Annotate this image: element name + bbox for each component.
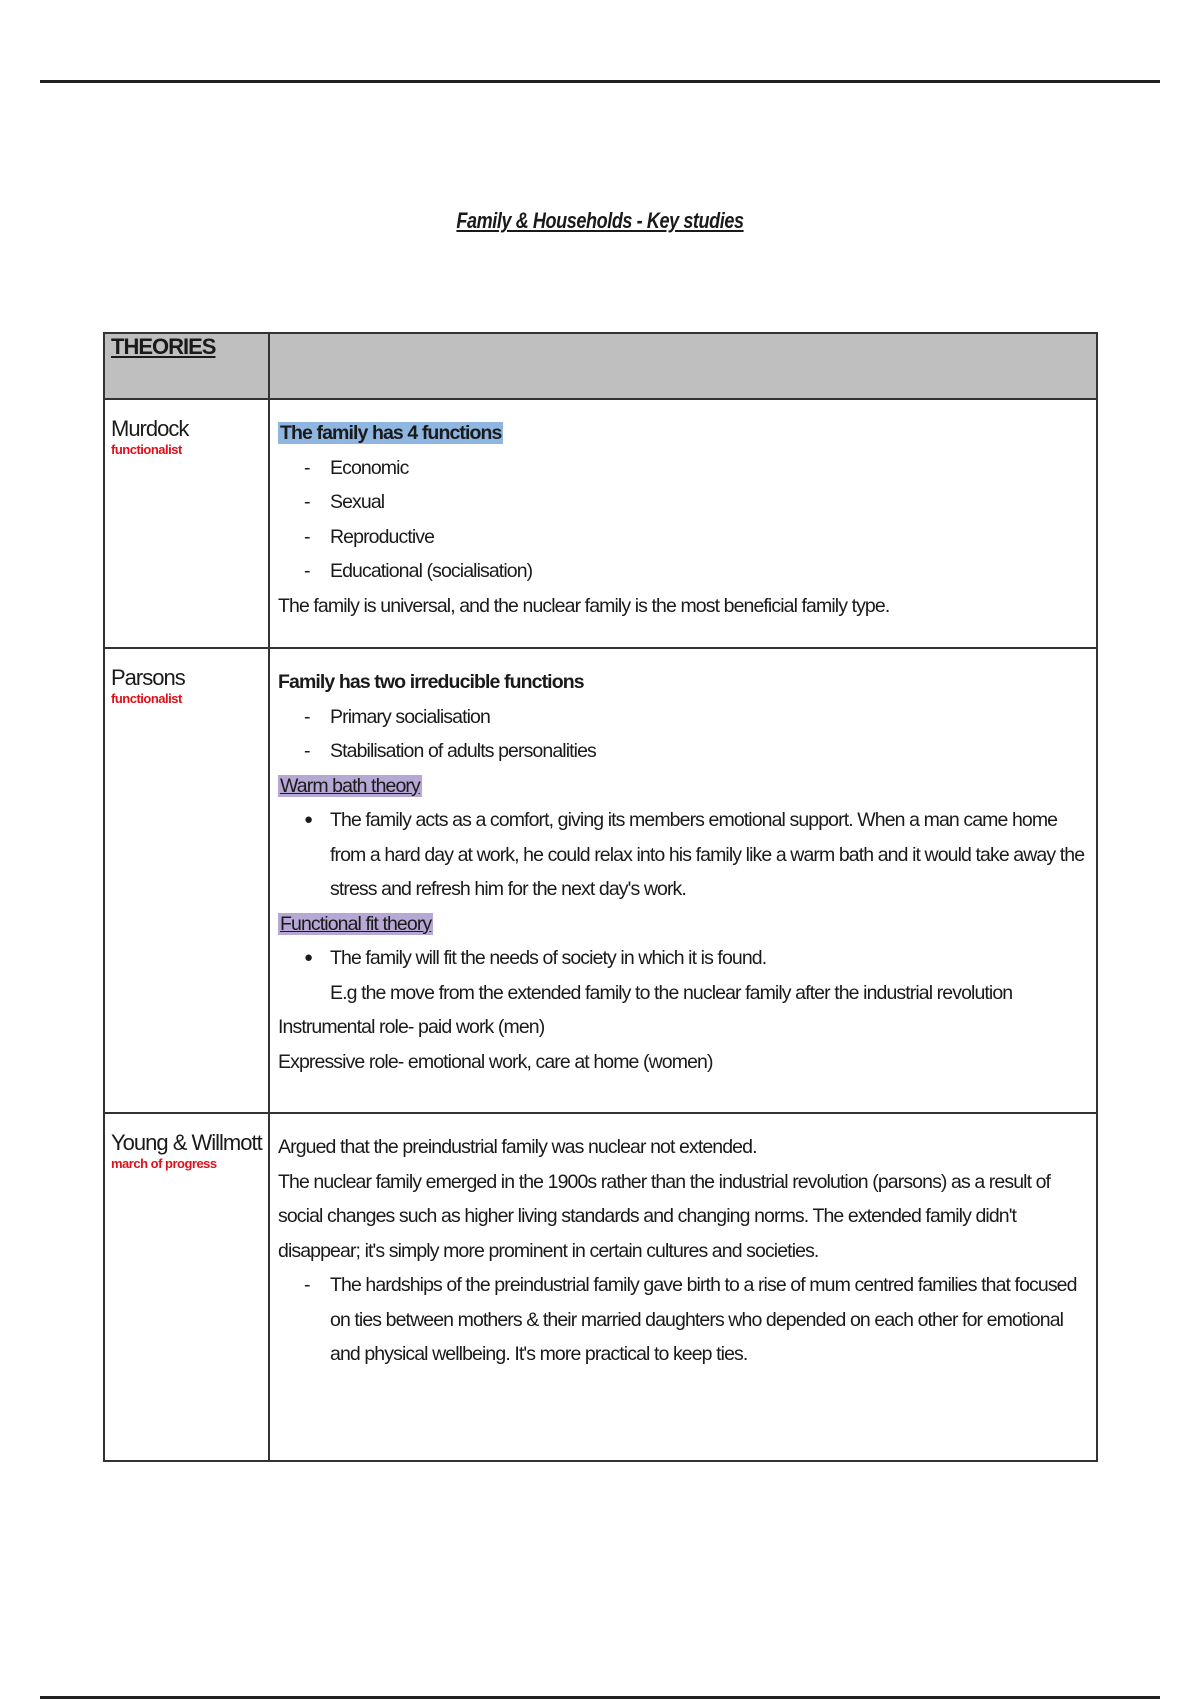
functional-fit-label: Functional fit theory — [280, 912, 432, 935]
bullet-list — [278, 1268, 1090, 1372]
table-row-young-willmott — [104, 1113, 1097, 1461]
functions-list — [278, 451, 1090, 589]
theories-header: THEORIES — [111, 334, 216, 359]
functions-list — [278, 700, 1090, 769]
theorist-cell — [104, 648, 269, 1113]
list-item: ● The family will fit the needs of society in which it is found. — [330, 941, 1090, 976]
table-row-murdock — [104, 399, 1097, 648]
header-cell-empty — [269, 333, 1097, 399]
warm-bath-label: Warm bath theory — [280, 774, 420, 797]
functions-heading: The family has 4 functions — [280, 422, 502, 444]
warm-bath-list — [278, 803, 1090, 907]
instrumental-role: Instrumental role- paid work (men) — [278, 1016, 545, 1038]
theorist-cell — [104, 1113, 269, 1461]
table-header-row — [104, 333, 1097, 399]
table-row-parsons — [104, 648, 1097, 1113]
document-title: Family & Households - Key studies — [456, 208, 744, 233]
list-item: ● The family acts as a comfort, giving its members emotional support. When a man came home from a hard day at work, he could relax into his family like a warm bath and it would take away the stress and refresh him for the next day's work. — [330, 803, 1090, 907]
list-item: - Reproductive — [330, 520, 1090, 555]
list-item: - Economic — [330, 451, 1090, 486]
header-cell-theories — [104, 333, 269, 399]
list-item: - Educational (socialisation) — [330, 554, 1090, 589]
expressive-role: Expressive role- emotional work, care at home (women) — [278, 1050, 713, 1073]
theorist-name: Young & Willmott — [111, 1130, 262, 1155]
theorist-tag: functionalist — [111, 442, 182, 457]
theorist-tag: functionalist — [111, 691, 182, 706]
summary-text: The family is universal, and the nuclear family is the most beneficial family type. — [278, 594, 890, 617]
theorist-name: Parsons — [111, 665, 185, 690]
content-cell — [269, 399, 1097, 648]
paragraph: Argued that the preindustrial family was nuclear not extended. — [278, 1136, 757, 1158]
theorist-cell — [104, 399, 269, 648]
list-item: - Sexual — [330, 485, 1090, 520]
list-item: - Stabilisation of adults personalities — [330, 734, 1090, 769]
functional-fit-example: E.g the move from the extended family to the nuclear family after the industrial revolution — [330, 981, 1013, 1004]
functional-fit-list — [278, 941, 1090, 976]
list-item: - The hardships of the preindustrial family gave birth to a rise of mum centred families that focused on ties between mothers & their married daughters who depended on each other for emotional and physical wellbeing. It's more practical to keep ties. — [330, 1268, 1090, 1372]
bottom-rule — [40, 1696, 1160, 1699]
content-cell — [269, 648, 1097, 1113]
key-studies-table — [103, 332, 1098, 1462]
list-item: - Primary socialisation — [330, 700, 1090, 735]
content-cell — [269, 1113, 1097, 1461]
theorist-name: Murdock — [111, 416, 189, 441]
paragraph: The nuclear family emerged in the 1900s rather than the industrial revolution (parsons) as a result of social changes such as higher living standards and changing norms. The extended family didn't disappear; it's simply more prominent in certain cultures and societies. — [278, 1170, 1051, 1262]
functions-heading: Family has two irreducible functions — [278, 671, 584, 693]
theorist-tag: march of progress — [111, 1156, 217, 1171]
top-rule — [40, 80, 1160, 83]
